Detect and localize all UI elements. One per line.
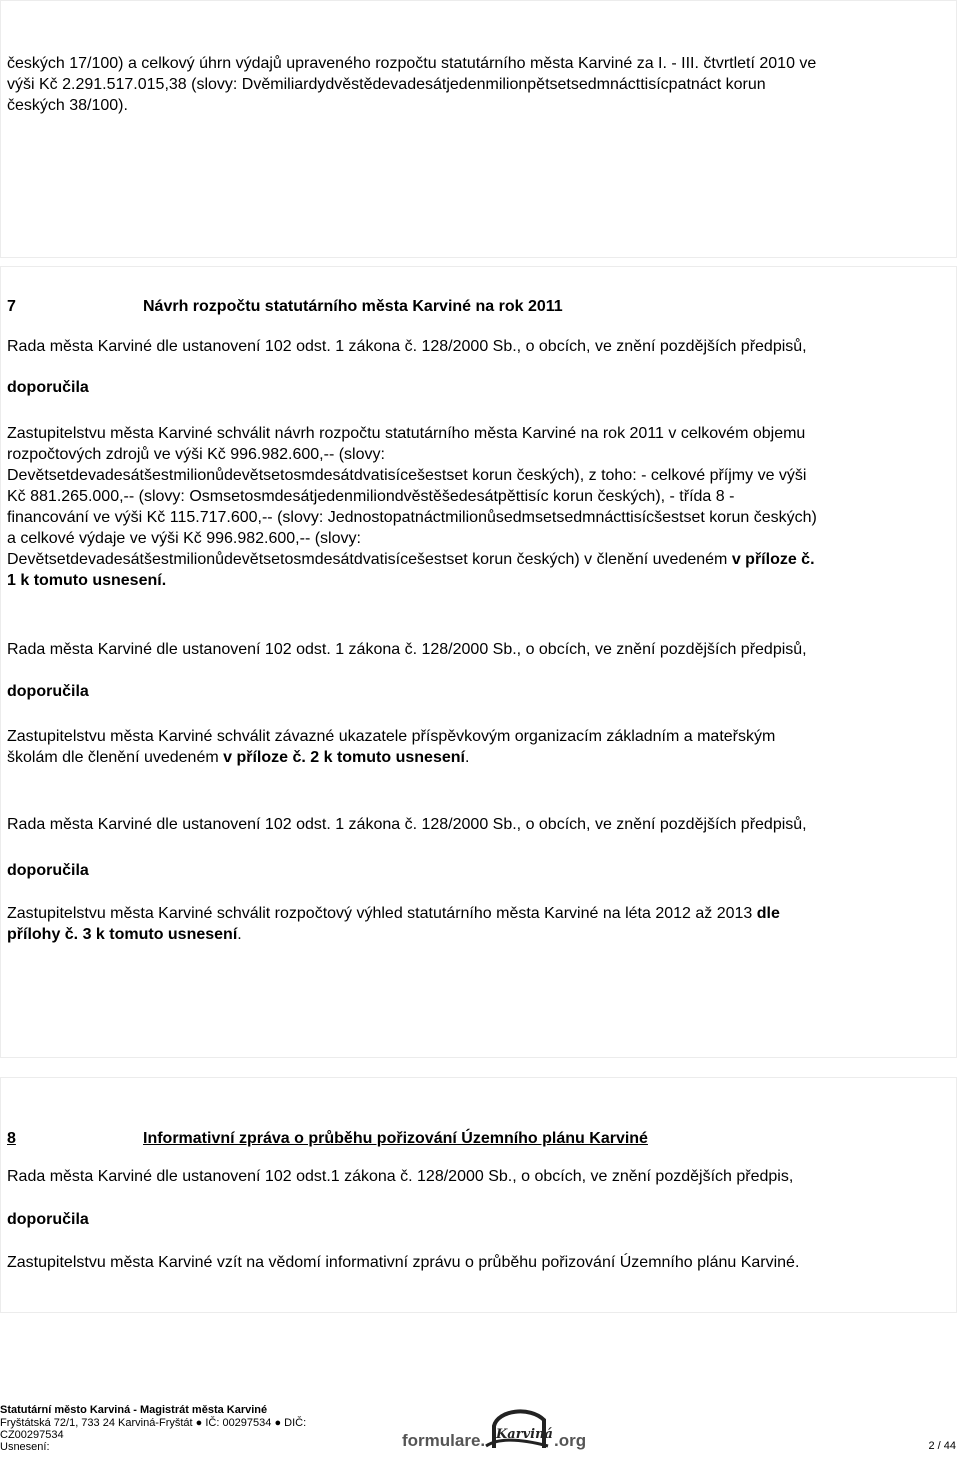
resolution-line: rozpočtových zdrojů ve výši Kč 996.982.600,-- (slovy: bbox=[7, 446, 385, 463]
resolution-line: Zastupitelstvu města Karviné schválit návrh rozpočtu statutárního města Karviné na rok 2011 v celkovém objemu bbox=[7, 425, 806, 442]
resolution-line: Devětsetdevadesátšestmilionůdevětsetosmdesátdvatisícešestset korun českých), z toho: - celkové příjmy ve výši bbox=[7, 467, 807, 484]
continuation-line-3: českých 38/100). bbox=[7, 97, 128, 114]
resolution-line: Zastupitelstvu města Karviné vzít na vědomí informativní zprávu o průběhu pořizování Územního plánu Karviné. bbox=[7, 1254, 800, 1271]
verb-doporucila: doporučila bbox=[7, 862, 89, 879]
appendix-reference: dle bbox=[756, 905, 780, 922]
logo-text-right: .org bbox=[554, 1431, 587, 1450]
continuation-box bbox=[0, 0, 957, 258]
logo-emblem bbox=[486, 1411, 553, 1448]
footer-dic: CZ00297534 bbox=[0, 1429, 64, 1441]
resolution-line: financování ve výši Kč 115.717.600,-- (slovy: Jednostopatnáctmilionůsedmsetsedmnácttisícšestset korun českých) bbox=[7, 509, 817, 526]
preamble: Rada města Karviné dle ustanovení 102 odst. 1 zákona č. 128/2000 Sb., o obcích, ve znění pozdějších předpisů, bbox=[7, 816, 807, 833]
logo-text-center: Karviná bbox=[496, 1427, 553, 1442]
appendix-reference: v příloze č. bbox=[731, 551, 815, 568]
period: . bbox=[237, 926, 242, 943]
appendix-reference-end: 1 k tomuto usnesení. bbox=[7, 572, 167, 589]
section-8-title: Informativní zpráva o průběhu pořizování Územního plánu Karviné bbox=[143, 1130, 648, 1147]
verb-doporucila: doporučila bbox=[7, 683, 89, 700]
section-8-box bbox=[0, 1077, 957, 1313]
verb-doporucila: doporučila bbox=[7, 1211, 89, 1228]
resolution-text: Zastupitelstvu města Karviné schválit rozpočtový výhled statutárního města Karviné na léta 2012 až 2013 bbox=[7, 905, 757, 922]
section-7-box bbox=[0, 266, 957, 1058]
footer-organization: Statutární město Karviná - Magistrát města Karviné bbox=[0, 1404, 268, 1416]
resolution-line bbox=[7, 747, 952, 768]
appendix-reference: v příloze č. 2 k tomuto usnesení bbox=[223, 749, 465, 766]
verb-doporucila: doporučila bbox=[7, 379, 89, 396]
logo-text-left: formulare. bbox=[402, 1431, 486, 1450]
period: . bbox=[464, 749, 470, 766]
footer-label: Usnesení: bbox=[0, 1441, 50, 1453]
continuation-line-2: výši Kč 2.291.517.015,38 (slovy: Dvěmiliardydvěstědevadesátjedenmilionpětsetsedmnácttisícpatnáct korun bbox=[7, 76, 766, 93]
preamble: Rada města Karviné dle ustanovení 102 odst. 1 zákona č. 128/2000 Sb., o obcích, ve znění pozdějších předpisů, bbox=[7, 641, 807, 658]
resolution-line bbox=[7, 903, 952, 924]
footer-address: Fryštátská 72/1, 733 24 Karviná-Fryštát ● IČ: 00297534 ● DIČ: bbox=[0, 1417, 307, 1429]
resolution-text: školám dle členění uvedeném bbox=[7, 749, 224, 766]
resolution-line: a celkové výdaje ve výši Kč 996.982.600,-- (slovy: bbox=[7, 530, 361, 547]
resolution-line: Kč 881.265.000,-- (slovy: Osmsetosmdesátjedenmiliondvěstěšedesátpěttisíc korun českých), - třída 8 - bbox=[7, 488, 735, 505]
resolution-line: Zastupitelstvu města Karviné schválit závazné ukazatele příspěvkovým organizacím základním a mateřským bbox=[7, 728, 776, 745]
section-7-number: 7 bbox=[7, 298, 16, 315]
section-8-number: 8 bbox=[7, 1130, 16, 1147]
appendix-reference: přílohy č. 3 k tomuto usnesení bbox=[7, 926, 238, 943]
resolution-line-last bbox=[7, 549, 952, 570]
preamble: Rada města Karviné dle ustanovení 102 odst. 1 zákona č. 128/2000 Sb., o obcích, ve znění pozdějších předpisů, bbox=[7, 338, 807, 355]
preamble: Rada města Karviné dle ustanovení 102 odst.1 zákona č. 128/2000 Sb., o obcích, ve znění pozdějších předpis, bbox=[7, 1168, 794, 1185]
resolution-text: Devětsetdevadesátšestmilionůdevětsetosmdesátdvatisícešestset korun českých) v členění uvedeném bbox=[7, 551, 732, 568]
page-number: 2 / 44 bbox=[928, 1440, 956, 1452]
continuation-line-1: českých 17/100) a celkový úhrn výdajů upraveného rozpočtu statutárního města Karviné za I. - III. čtvrtletí 2010 ve bbox=[7, 55, 817, 72]
section-7-title: Návrh rozpočtu statutárního města Karviné na rok 2011 bbox=[143, 298, 563, 315]
formulare-karvina-logo bbox=[398, 1402, 613, 1456]
resolution-line bbox=[7, 924, 952, 945]
